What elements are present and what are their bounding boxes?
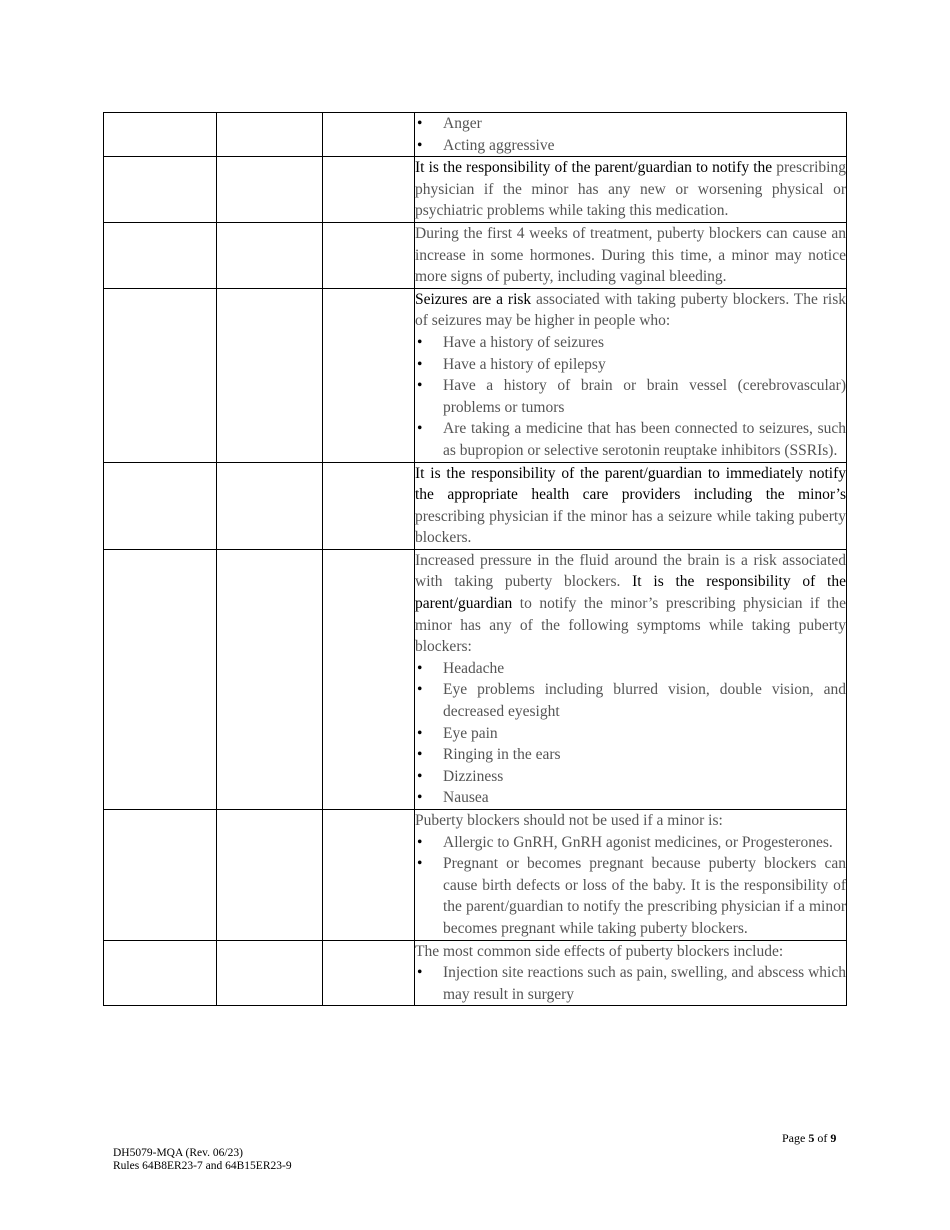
content-cell xyxy=(415,222,847,288)
empty-cell xyxy=(104,549,217,809)
empty-cell xyxy=(104,222,217,288)
form-table xyxy=(103,112,847,1006)
list-item: • Anger xyxy=(415,113,846,135)
empty-cell xyxy=(104,157,217,223)
empty-cell xyxy=(217,222,323,288)
page-current: 5 xyxy=(808,1131,815,1145)
empty-cell xyxy=(104,113,217,157)
empty-cell xyxy=(323,940,415,1006)
empty-cell xyxy=(104,288,217,462)
table-row xyxy=(104,157,847,223)
bullet-list xyxy=(415,832,846,940)
paragraph-text: During the first 4 weeks of treatment, puberty blockers can cause an increase in some hormones. During this time, a minor may notice more signs of puberty, including vaginal bleeding. xyxy=(415,224,846,286)
table-row xyxy=(104,222,847,288)
empty-cell xyxy=(217,462,323,549)
rules-reference: Rules 64B8ER23-7 and 64B15ER23-9 xyxy=(113,1160,292,1172)
content-cell xyxy=(415,288,847,462)
page-number xyxy=(782,1131,836,1146)
page-of: of xyxy=(817,1131,828,1145)
list-item: • Nausea xyxy=(415,787,846,809)
table-row xyxy=(104,462,847,549)
responsibility-statement: It is the responsibility of the parent/guardian to immediately notify the appropriate health care providers including the minor’s xyxy=(415,464,846,504)
empty-cell xyxy=(323,288,415,462)
empty-cell xyxy=(323,157,415,223)
empty-cell xyxy=(323,222,415,288)
content-cell xyxy=(415,462,847,549)
responsibility-statement: It is the responsibility of the parent/guardian to notify the xyxy=(415,159,773,177)
list-item: • Ringing in the ears xyxy=(415,744,846,766)
content-cell xyxy=(415,157,847,223)
content-cell xyxy=(415,940,847,1006)
paragraph-text: associated with taking puberty blockers. The risk of seizures may be higher in people who: xyxy=(415,290,846,330)
list-item: • Allergic to GnRH, GnRH agonist medicines, or Progesterones. xyxy=(415,832,846,854)
paragraph-text: to notify the minor’s prescribing physician if the minor has any of the following symptoms while taking puberty blockers: xyxy=(415,595,846,656)
paragraph-text: prescribing physician if the minor has a seizure while taking puberty blockers. xyxy=(415,507,846,547)
list-item: • Eye problems including blurred vision, double vision, and decreased eyesight xyxy=(415,679,846,722)
paragraph-text: Increased pressure in the fluid around the brain is a risk associated with taking puberty blockers. xyxy=(415,551,846,591)
list-item: • Acting aggressive xyxy=(415,135,846,157)
empty-cell xyxy=(323,549,415,809)
empty-cell xyxy=(323,113,415,157)
bullet-list xyxy=(415,332,846,462)
table-row xyxy=(104,113,847,157)
list-item: • Dizziness xyxy=(415,766,846,788)
bullet-list xyxy=(415,658,846,809)
form-id: DH5079-MQA (Rev. 06/23) xyxy=(113,1147,243,1159)
content-cell xyxy=(415,113,847,157)
document-footer xyxy=(113,1147,292,1173)
responsibility-statement: It is the responsibility of the parent/guardian xyxy=(415,573,846,613)
bullet-list xyxy=(415,113,846,156)
list-item: • Have a history of brain or brain vessel (cerebrovascular) problems or tumors xyxy=(415,375,846,418)
risk-statement: Seizures are a risk xyxy=(415,290,532,308)
list-item: • Injection site reactions such as pain, swelling, and abscess which may result in surgery xyxy=(415,962,846,1005)
list-item: • Have a history of epilepsy xyxy=(415,354,846,376)
empty-cell xyxy=(104,810,217,941)
content-cell xyxy=(415,549,847,809)
paragraph-text: The most common side effects of puberty blockers include: xyxy=(415,942,784,960)
table-row xyxy=(104,549,847,809)
empty-cell xyxy=(104,940,217,1006)
empty-cell xyxy=(104,462,217,549)
list-item: • Headache xyxy=(415,658,846,680)
list-item: • Eye pain xyxy=(415,723,846,745)
list-item: • Pregnant or becomes pregnant because puberty blockers can cause birth defects or loss of the baby. It is the responsibility of the parent/guardian to notify the prescribing physician if a minor becomes pregnant while taking puberty blockers. xyxy=(415,853,846,939)
paragraph-text: Puberty blockers should not be used if a minor is: xyxy=(415,812,723,829)
content-cell xyxy=(415,810,847,941)
table-row xyxy=(104,810,847,941)
empty-cell xyxy=(217,810,323,941)
empty-cell xyxy=(217,940,323,1006)
empty-cell xyxy=(217,288,323,462)
list-item: • Have a history of seizures xyxy=(415,332,846,354)
empty-cell xyxy=(323,810,415,941)
table-row xyxy=(104,288,847,462)
page-total: 9 xyxy=(830,1131,837,1145)
bullet-list xyxy=(415,962,846,1005)
empty-cell xyxy=(217,157,323,223)
page-label: Page xyxy=(782,1131,806,1145)
empty-cell xyxy=(217,549,323,809)
table-row xyxy=(104,940,847,1006)
empty-cell xyxy=(323,462,415,549)
paragraph-text: prescribing physician if the minor has any new or worsening physical or psychiatric problems while taking this medication. xyxy=(415,159,846,220)
empty-cell xyxy=(217,113,323,157)
list-item: • Are taking a medicine that has been connected to seizures, such as bupropion or selective serotonin reuptake inhibitors (SSRIs). xyxy=(415,418,846,461)
